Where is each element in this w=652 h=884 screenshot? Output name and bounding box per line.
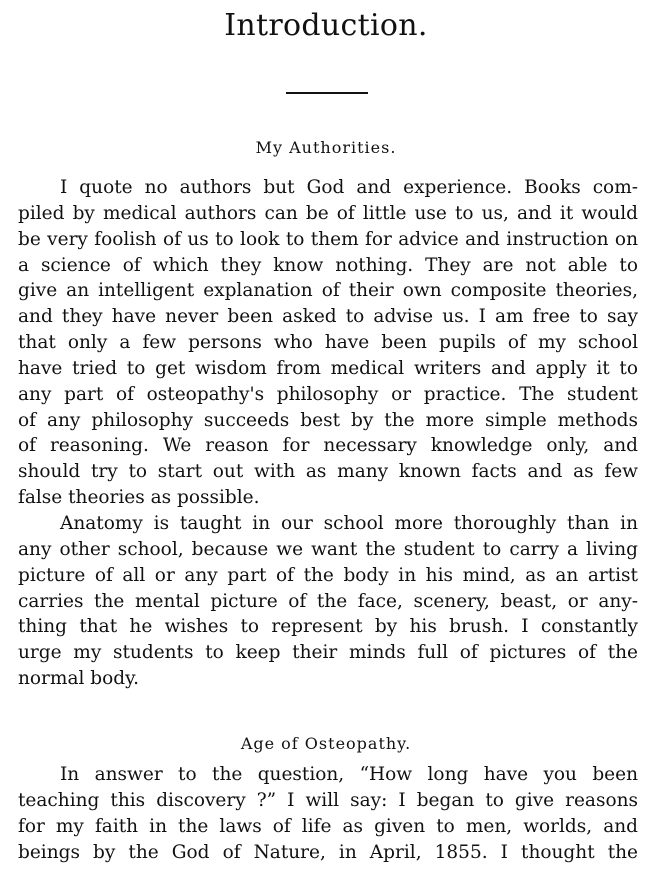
section-heading-age: Age of Osteopathy. [240, 734, 412, 753]
text-line: of reasoning. We reason for necessary knowledge only, and [18, 435, 638, 457]
text-line: be very foolish of us to look to them for advice and instruction on [18, 228, 638, 250]
text-line: carries the mental picture of the face, scenery, beast, or any- [18, 590, 638, 612]
text-line: a science of which they know nothing. They are not able to [18, 254, 638, 276]
text-line: of any philosophy succeeds best by the more simple methods [18, 409, 638, 431]
text-line: have tried to get wisdom from medical writers and apply it to [18, 357, 638, 379]
section-heading-authorities: My Authorities. [255, 138, 397, 157]
text-line: urge my students to keep their minds full of pictures of the [18, 642, 638, 664]
text-line: normal body. [18, 668, 139, 690]
text-line: should try to start out with as many known facts and as few [18, 461, 638, 483]
text-line: false theories as possible. [18, 487, 260, 509]
text-line: picture of all or any part of the body in his mind, as an artist [18, 564, 638, 586]
title-divider [286, 92, 368, 94]
text-line: I quote no authors but God and experience. Books com- [60, 177, 638, 198]
text-line: and they have never been asked to advise us. I am free to say [18, 306, 638, 328]
text-line: that only a few persons who have been pupils of my school [18, 332, 638, 354]
text-line: Anatomy is taught in our school more thoroughly than in [60, 512, 638, 534]
text-line: any part of osteopathy's philosophy or practice. The student [18, 383, 638, 405]
text-line: thing that he wishes to represent by his brush. I constantly [18, 616, 638, 638]
text-line: In answer to the question, “How long have you been [60, 764, 638, 785]
text-line: piled by medical authors can be of little use to us, and it would [18, 202, 638, 224]
section-body-age [18, 762, 638, 865]
text-line: any other school, because we want the student to carry a living [18, 538, 638, 560]
text-line: beings by the God of Nature, in April, 1855. I thought the [18, 841, 638, 863]
section-body-authorities [18, 175, 638, 692]
page-title: Introduction. [224, 8, 428, 43]
text-line: for my faith in the laws of life as given to men, worlds, and [18, 815, 638, 837]
text-line: teaching this discovery ?” I will say: I began to give reasons [18, 789, 638, 811]
text-line: give an intelligent explanation of their own composite theories, [18, 280, 638, 302]
